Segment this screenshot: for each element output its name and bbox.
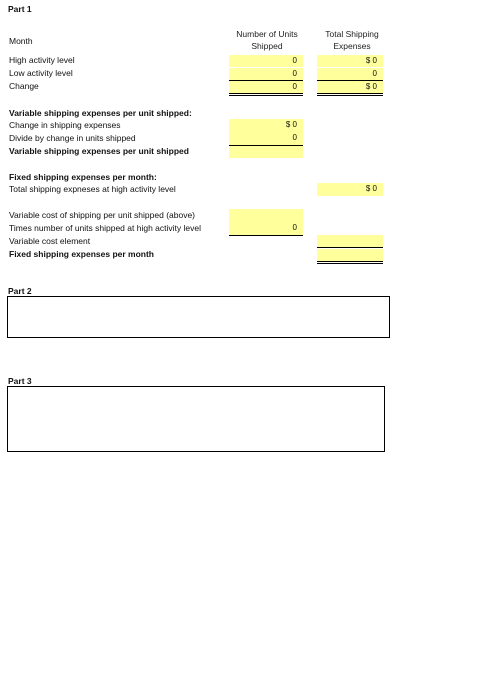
- month-header: Month: [9, 36, 33, 46]
- expenses-total-rule-2: [317, 95, 383, 96]
- divide-by-change-cell[interactable]: 0: [229, 132, 303, 145]
- change-label: Change: [9, 81, 39, 91]
- high-activity-label: High activity level: [9, 55, 75, 65]
- total-at-high-cell[interactable]: $ 0: [317, 183, 383, 196]
- high-expenses-cell[interactable]: $ 0: [317, 55, 383, 67]
- element-rule: [317, 247, 383, 248]
- part2-title: Part 2: [8, 286, 32, 296]
- divide-by-change-label: Divide by change in units shipped: [9, 133, 136, 143]
- fixed-result-cell[interactable]: [317, 249, 383, 261]
- change-units-cell[interactable]: 0: [229, 81, 303, 93]
- fixed-total-rule-1: [317, 261, 383, 262]
- expenses-header-line2: Expenses: [333, 41, 371, 51]
- variable-cost-above-cell[interactable]: [229, 209, 303, 222]
- variable-heading: Variable shipping expenses per unit shipped:: [9, 108, 192, 118]
- times-units-label: Times number of units shipped at high activity level: [9, 223, 201, 233]
- variable-result-cell[interactable]: [229, 146, 303, 158]
- part3-title: Part 3: [8, 376, 32, 386]
- fixed-result-label: Fixed shipping expenses per month: [9, 249, 154, 259]
- variable-cost-element-label: Variable cost element: [9, 236, 91, 246]
- low-expenses-cell[interactable]: 0: [317, 68, 383, 80]
- fixed-total-rule-2: [317, 263, 383, 264]
- total-at-high-label: Total shipping expneses at high activity level: [9, 184, 176, 194]
- expenses-header-line1: Total Shipping: [325, 29, 379, 39]
- units-column-header: [228, 28, 306, 52]
- change-in-expenses-cell[interactable]: $ 0: [229, 119, 303, 132]
- units-header-line1: Number of Units: [236, 29, 298, 39]
- units-subtotal-rule: [229, 80, 303, 81]
- part2-answer-box[interactable]: [7, 296, 390, 338]
- variable-cost-above-label: Variable cost of shipping per unit shipped (above): [9, 210, 196, 220]
- variable-result-label: Variable shipping expenses per unit shipped: [9, 146, 189, 156]
- times-units-cell[interactable]: 0: [229, 222, 303, 235]
- change-in-expenses-label: Change in shipping expenses: [9, 120, 121, 130]
- part1-title: Part 1: [8, 4, 32, 14]
- part3-answer-box[interactable]: [7, 386, 385, 452]
- low-units-cell[interactable]: 0: [229, 68, 303, 80]
- expenses-column-header: [313, 28, 391, 52]
- high-units-cell[interactable]: 0: [229, 55, 303, 67]
- times-units-rule: [229, 235, 303, 236]
- low-activity-label: Low activity level: [9, 68, 73, 78]
- units-total-rule-1: [229, 93, 303, 94]
- units-total-rule-2: [229, 95, 303, 96]
- fixed-heading: Fixed shipping expenses per month:: [9, 172, 157, 182]
- units-header-line2: Shipped: [251, 41, 283, 51]
- expenses-subtotal-rule: [317, 80, 383, 81]
- expenses-total-rule-1: [317, 93, 383, 94]
- change-expenses-cell[interactable]: $ 0: [317, 81, 383, 93]
